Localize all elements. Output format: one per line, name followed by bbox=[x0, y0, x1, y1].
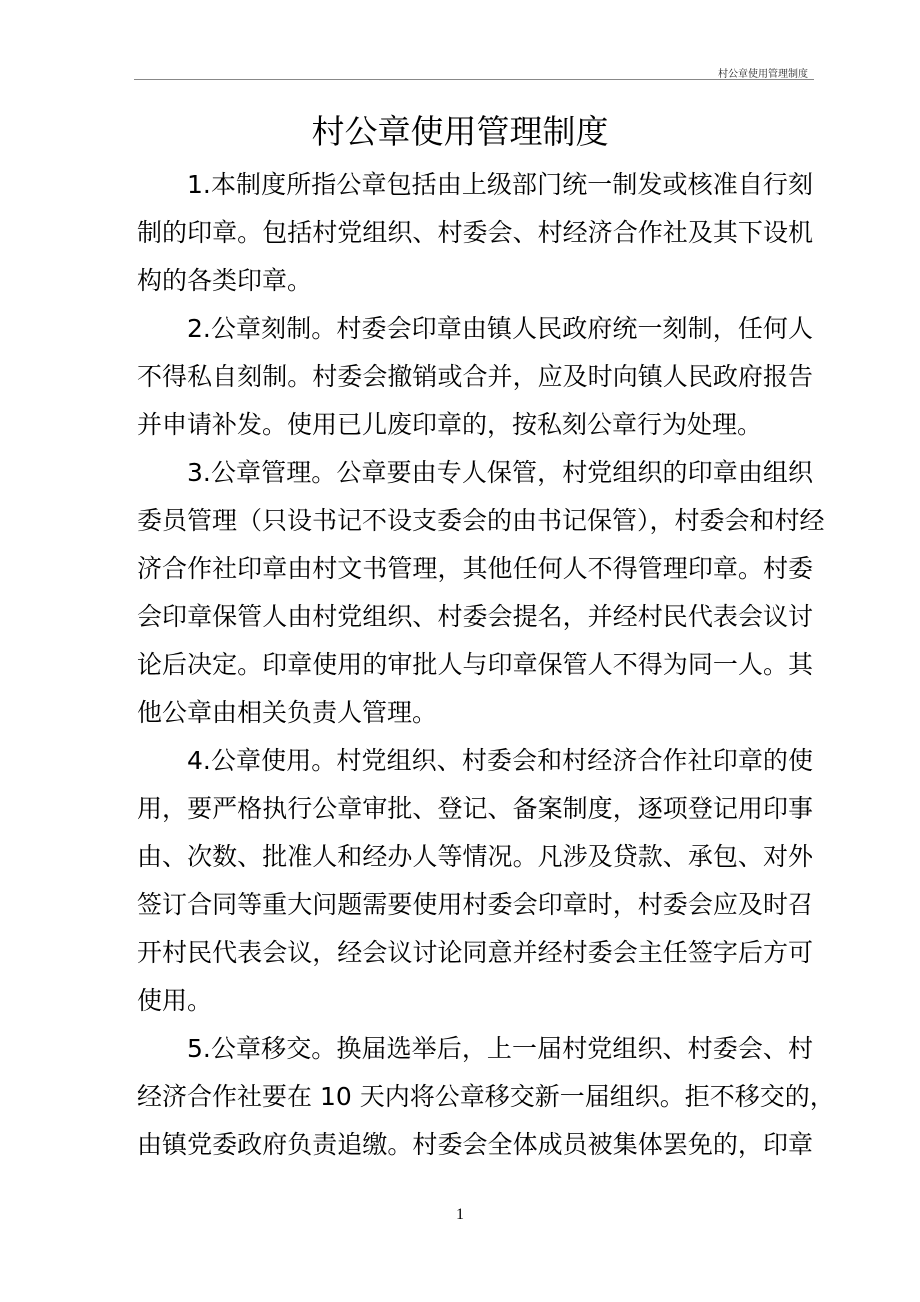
paragraph-line: 用，要严格执行公章审批、登记、备案制度，逐项登记用印事 bbox=[137, 794, 813, 823]
page-number: 1 bbox=[456, 1206, 464, 1223]
paragraph-line: 他公章由相关负责人管理。 bbox=[137, 698, 438, 727]
document-title: 村公章使用管理制度 bbox=[311, 112, 609, 151]
paragraph-line: 构的各类印章。 bbox=[137, 266, 313, 295]
paragraph-line: 经济合作社要在 10 天内将公章移交新一届组织。拒不移交的， bbox=[137, 1082, 835, 1111]
paragraph-line: 开村民代表会议，经会议讨论同意并经村委会主任签字后方可 bbox=[137, 938, 813, 967]
paragraph bbox=[137, 1025, 835, 1169]
paragraph-line: 签订合同等重大问题需要使用村委会印章时，村委会应及时召 bbox=[137, 890, 813, 919]
paragraph-line: 1.本制度所指公章包括由上级部门统一制发或核准自行刻 bbox=[187, 170, 813, 199]
paragraph bbox=[137, 449, 825, 737]
paragraph-line: 委员管理（只设书记不设支委会的由书记保管），村委会和村经 bbox=[137, 506, 825, 535]
paragraph-line: 济合作社印章由村文书管理，其他任何人不得管理印章。村委 bbox=[137, 554, 813, 583]
paragraph-line: 由、次数、批准人和经办人等情况。凡涉及贷款、承包、对外 bbox=[137, 842, 813, 871]
paragraph-line: 论后决定。印章使用的审批人与印章保管人不得为同一人。其 bbox=[137, 650, 813, 679]
paragraph-line: 5.公章移交。换届选举后，上一届村党组织、村委会、村 bbox=[187, 1034, 813, 1063]
paragraph-line: 由镇党委政府负责追缴。村委会全体成员被集体罢免的，印章 bbox=[137, 1130, 813, 1159]
paragraph-line: 4.公章使用。村党组织、村委会和村经济合作社印章的使 bbox=[187, 746, 813, 775]
paragraph-line: 3.公章管理。公章要由专人保管，村党组织的印章由组织 bbox=[187, 458, 813, 487]
paragraph bbox=[137, 305, 813, 449]
document-body bbox=[137, 161, 835, 1169]
paragraph bbox=[137, 737, 813, 1025]
header-divider bbox=[134, 79, 814, 80]
paragraph-line: 制的印章。包括村党组织、村委会、村经济合作社及其下设机 bbox=[137, 218, 813, 247]
running-header: 村公章使用管理制度 bbox=[718, 69, 808, 80]
paragraph-line: 并申请补发。使用已儿废印章的，按私刻公章行为处理。 bbox=[137, 410, 763, 439]
paragraph bbox=[137, 161, 813, 305]
paragraph-line: 会印章保管人由村党组织、村委会提名，并经村民代表会议讨 bbox=[137, 602, 813, 631]
paragraph-line: 使用。 bbox=[137, 986, 213, 1015]
paragraph-line: 2.公章刻制。村委会印章由镇人民政府统一刻制，任何人 bbox=[187, 314, 813, 343]
paragraph-line: 不得私自刻制。村委会撤销或合并，应及时向镇人民政府报告 bbox=[137, 362, 813, 391]
